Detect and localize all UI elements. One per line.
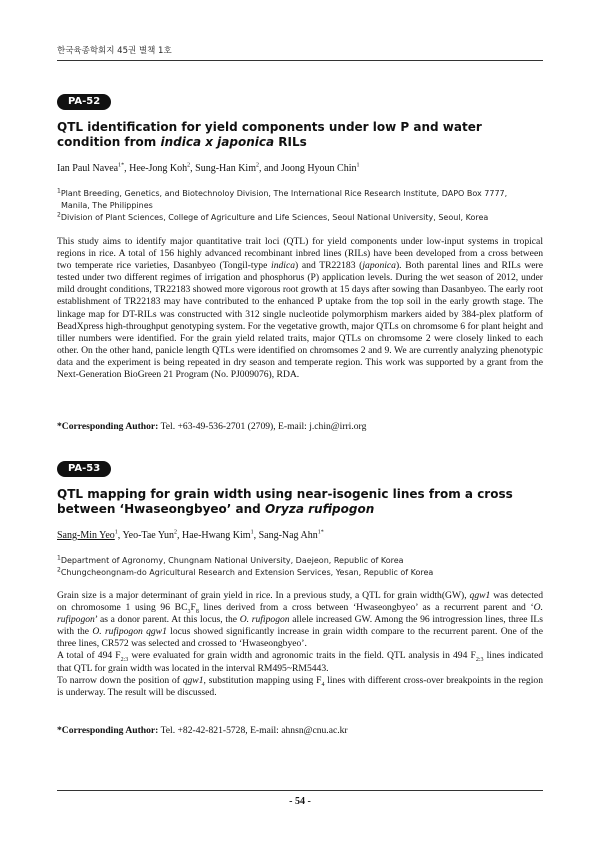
italic-term: O. rufipogon qgw1: [92, 626, 167, 638]
italic-term: qgw1: [182, 674, 204, 686]
affiliation-mark: 1: [57, 187, 61, 195]
author-list: Sang-Min Yeo$^1$, Yeo-Tae Yun$^2$, Hae-Hwang Kim$^1$, Sang-Nag Ahn$^{1*}$: [57, 529, 324, 541]
author-name: Sang-Nag Ahn: [258, 530, 318, 541]
journal-header: 한국육종학회지 45권 별책 1호: [57, 46, 172, 56]
affiliation-mark: 2: [57, 566, 61, 574]
affiliation-text: Department of Agronomy, Chungnam National University, Daejeon, Republic of Korea: [60, 556, 404, 565]
abstract-id-badge: PA-52: [57, 94, 111, 110]
affiliation-text: Manila, The Philippines: [61, 201, 153, 210]
subscript: 3: [187, 609, 191, 615]
author-affiliation-mark: 1*: [118, 162, 125, 169]
title-species: Oryza rufipogon: [264, 502, 375, 516]
title-text: QTL identification for yield components under low P and water condition from: [57, 120, 482, 149]
page-number: - 54 -: [289, 796, 311, 807]
author-affiliation-mark: 1: [356, 162, 360, 169]
author-name: Yeo-Tae Yun: [122, 530, 174, 541]
author-name: Ian Paul Navea: [57, 163, 119, 174]
affiliation-list: [57, 188, 543, 224]
corresponding-author: [57, 725, 543, 737]
subscript: 2:3: [475, 657, 484, 664]
abstract-paragraph: To narrow down the position of qgw1, substitution mapping using $F_4$ lines with different cross-over breakpoints in the region is underway. The result will be discussed.: [57, 674, 543, 698]
abstract-title: [57, 120, 543, 150]
corresponding-author: [57, 421, 543, 433]
corresponding-contact: Tel. +82-42-821-5728, E-mail: ahnsn@cnu.ac.kr: [158, 725, 348, 736]
author-affiliation-mark: 2: [173, 529, 177, 536]
author-name: Sang-Min Yeo: [57, 530, 115, 541]
author-affiliation-mark: 2: [255, 162, 259, 169]
affiliation-line: [57, 212, 543, 224]
italic-term: indica: [271, 260, 296, 272]
affiliation-mark: 1: [57, 554, 61, 562]
abstract-body: [57, 236, 543, 381]
italic-term: O. rufipogon: [239, 614, 290, 626]
subscript: 4: [321, 681, 325, 688]
title-text-end: RILs: [274, 135, 307, 149]
affiliation-text: Division of Plant Sciences, College of Agriculture and Life Sciences, Seoul National University, Seoul, Korea: [60, 213, 489, 222]
corresponding-label: *Corresponding Author:: [57, 725, 159, 736]
author-name: Joong Hyoun Chin: [280, 163, 357, 174]
title-species: indica x japonica: [160, 135, 275, 149]
header-rule: [57, 60, 543, 61]
author-list: Ian Paul Navea$^{1*}$, Hee-Jong Koh$^2$, Sung-Han Kim$^2$, and Joong Hyoun Chin$^1$: [57, 162, 360, 174]
author-affiliation-mark: 1*: [317, 529, 324, 536]
italic-term: O. rufipogon: [57, 602, 543, 626]
affiliation-mark: 2: [57, 211, 61, 219]
author-name: Sung-Han Kim: [195, 163, 256, 174]
corresponding-contact: Tel. +63-49-536-2701 (2709), E-mail: j.chin@irri.org: [158, 421, 367, 432]
abstract-title: [57, 487, 543, 517]
italic-term: qgw1: [469, 590, 491, 601]
abstract-id-badge: PA-53: [57, 461, 111, 477]
author-name: Hae-Hwang Kim: [181, 530, 251, 541]
abstract-body: [57, 590, 543, 699]
footer-rule: [57, 790, 543, 791]
affiliation-line: [57, 188, 543, 200]
corresponding-label: *Corresponding Author:: [57, 421, 159, 432]
affiliation-text: Plant Breeding, Genetics, and Biotechnoloy Division, The International Rice Research Institute, DAPO Box 7777,: [60, 189, 508, 198]
author-affiliation-mark: 1: [114, 529, 118, 536]
italic-term: japonica: [362, 260, 396, 272]
author-name: Hee-Jong Koh: [129, 163, 188, 174]
title-text: QTL mapping for grain width using near-isogenic lines from a cross between ‘Hwaseongbyeo’ and: [57, 487, 513, 516]
affiliation-line: [57, 555, 543, 567]
affiliation-line: [57, 567, 543, 579]
affiliation-line: [57, 200, 543, 212]
affiliation-list: [57, 555, 543, 579]
subscript: 2:3: [120, 657, 129, 664]
abstract-paragraph: A total of 494 $F_{2:3}$ were evaluated for grain width and agronomic traits in the field. QTL analysis in 494 $F_{2:3}$ lines indicated that QTL for grain width was located in the interval RM495~RM5443.: [57, 650, 544, 674]
author-affiliation-mark: 2: [187, 162, 191, 169]
author-affiliation-mark: 1: [250, 529, 254, 536]
abstract-paragraph: This study aims to identify major quantitative trait loci (QTL) for yield components under low-input systems in tropical regions in rice. A total of 156 highly advanced recombinant inbred lines (RILs) have been developed from a cross between two temperate rice varieties, Dasanbyeo (Tongil-type indica) and TR22183 (japonica). Both parental lines and RILs were tested under two different regimes of irrigation and phosphorus (P) application levels. During the wet season of 2012, under mild drought conditions, TR22183 showed more vigorous root growth at 15 days after sowing than Dasanbyeo. The early root establishment of TR22183 may have contributed to the enhanced P uptake from the top soil in the early growth stage. The linkage map for DT-RILs was constructed with 312 single nucleotide polymorphism markers aided by 384-plex platform of BeadXpress high-throughput genotyping system. For the vegetative growth, major QTLs on chromsome 6 for plant height and tiller numbers were identified. For the grain yield related traits, major QTLs on chromsome 2 were closely linked to each other. On the other hand, panicle length QTLs were identified on chromsomes 2 and 9. We are currently analyzing phenotypic data and the experiment is being repeated in dry season and temperate region. This work was supported by a grant from the Next-Generation BioGreen 21 Program (No. PJ009076), RDA.: [57, 236, 544, 381]
affiliation-text: Chungcheongnam-do Agricultural Research and Extension Services, Yesan, Republic of Korea: [60, 568, 434, 577]
subscript: 8: [195, 609, 199, 615]
abstract-paragraph: Grain size is a major determinant of grain yield in rice. In a previous study, a QTL for grain width(GW), qgw1 was detected on chromosome 1 using 96 $BC_3F_8$ lines derived from a cross between ‘Hwaseongbyeo’ as a recurrent parent and ‘O. rufipogon’ as a donor parent. At this locus, the O. rufipogon allele increased GW. Among the 96 introgression lines, three ILs with the O. rufipogon qgw1 locus showed significantly increase in grain width compare to the recurrent parent. One of the three lines, CR572 was selected and crossed to ‘Hwaseongbyeo’.: [57, 590, 543, 650]
